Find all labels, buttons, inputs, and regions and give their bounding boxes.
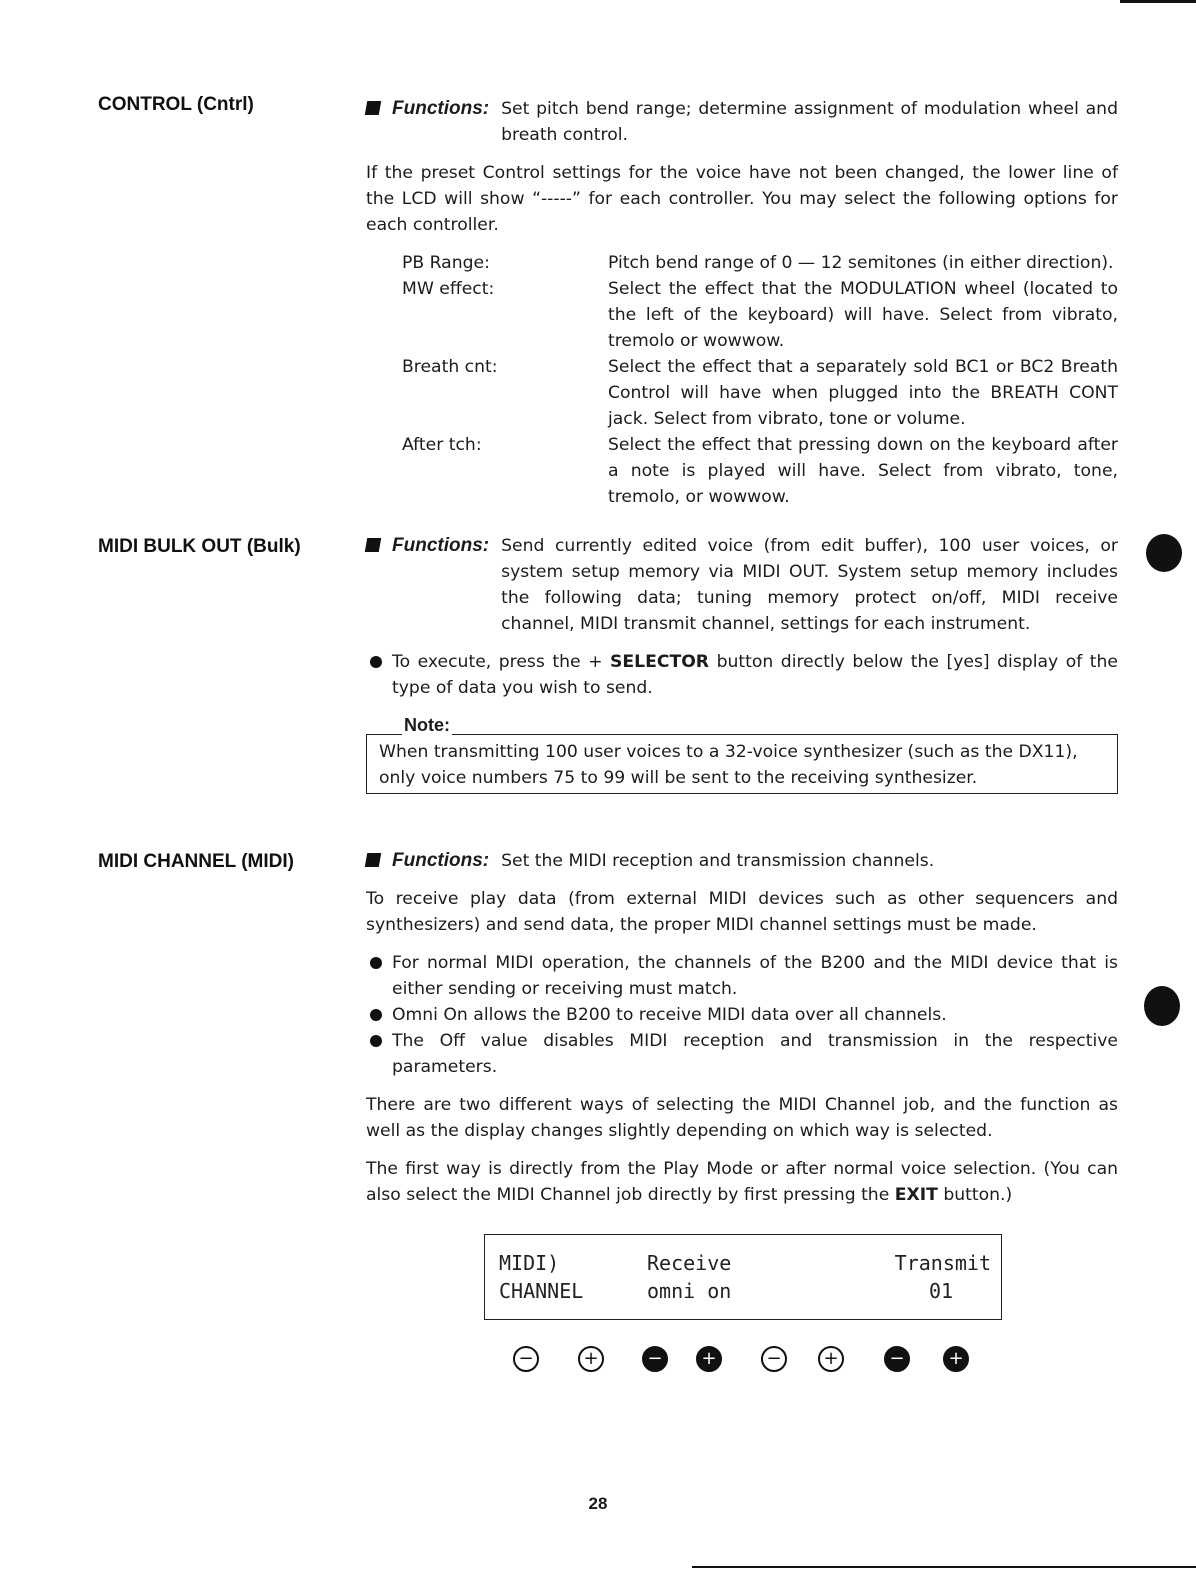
section-heading-control: CONTROL (Cntrl): [98, 94, 254, 115]
list-item: For normal MIDI operation, the channels of the B200 and the MIDI device that is either sending or receiving must match.: [366, 950, 1118, 1002]
functions-row: [366, 533, 1118, 637]
plus-button-3[interactable]: +: [818, 1346, 844, 1372]
option-desc: Select the effect that a separately sold BC1 or BC2 Breath Control will have when plugged into the BREATH CONT jack. Select from vibrato, tone or volume.: [608, 357, 1118, 429]
minus-button-4[interactable]: −: [884, 1346, 910, 1372]
section-midi: [366, 848, 1118, 1208]
midi-intro: To receive play data (from external MIDI devices such as other sequencers and synthesizers) and send data, the proper MIDI channel settings must be made.: [366, 889, 1118, 935]
functions-label: Functions:: [366, 96, 501, 148]
list-item: Omni On allows the B200 to receive MIDI data over all channels.: [366, 1002, 1118, 1028]
square-bullet-icon: [365, 101, 381, 115]
option-label: After tch:: [402, 435, 482, 455]
midi-para3: The first way is directly from the Play Mode or after normal voice selection. (You can also select the MIDI Channel job directly by first pressing the EXIT button.): [366, 1159, 1118, 1205]
minus-button-1[interactable]: −: [513, 1346, 539, 1372]
functions-text: Send currently edited voice (from edit buffer), 100 user voices, or system setup memory via MIDI OUT. System setup memory includes the following data; tuning memory protect on/off, MIDI receive channel, MIDI transmit channel, settings for each instrument.: [501, 536, 1118, 634]
lcd-line1-col2: Receive: [647, 1251, 732, 1275]
functions-row: [366, 848, 1118, 874]
list-item: The Off value disables MIDI reception and transmission in the respective parameters.: [366, 1028, 1118, 1080]
note-text: When transmitting 100 user voices to a 32-voice synthesizer (such as the DX11), only voice numbers 75 to 99 will be sent to the receiving synthesizer.: [366, 735, 1118, 794]
square-bullet-icon: [365, 853, 381, 867]
functions-text: Set the MIDI reception and transmission channels.: [501, 851, 935, 871]
section-bulk: [366, 533, 1118, 794]
control-options-table: [402, 250, 1118, 510]
functions-label: Functions:: [366, 848, 501, 874]
lcd-line2-col1: CHANNEL: [499, 1279, 584, 1303]
bullet-icon: [370, 957, 382, 969]
binder-hole-mark: [1146, 534, 1182, 572]
plus-button-2[interactable]: +: [696, 1346, 722, 1372]
scan-edge-mark: [1120, 0, 1196, 3]
functions-label: Functions:: [366, 533, 501, 637]
plus-button-1[interactable]: +: [578, 1346, 604, 1372]
square-bullet-icon: [365, 538, 381, 552]
lcd-line1-col3: Transmit: [894, 1251, 991, 1275]
lcd-display: [484, 1234, 1002, 1320]
control-intro: If the preset Control settings for the voice have not been changed, the lower line of the LCD will show “-----” for each controller. You may select the following options for each controller.: [366, 163, 1118, 235]
minus-button-3[interactable]: −: [761, 1346, 787, 1372]
functions-text: Set pitch bend range; determine assignment of modulation wheel and breath control.: [501, 99, 1118, 145]
list-item: To execute, press the + SELECTOR button directly below the [yes] display of the type of data you wish to send.: [366, 649, 1118, 701]
bullet-icon: [370, 1035, 382, 1047]
scan-bottom-line: [692, 1566, 1196, 1568]
section-heading-bulk: MIDI BULK OUT (Bulk): [98, 536, 301, 557]
option-desc: Pitch bend range of 0 — 12 semitones (in either direction).: [608, 253, 1114, 273]
option-desc: Select the effect that the MODULATION wheel (located to the left of the keyboard) will have. Select from vibrato, tremolo or wowwow.: [608, 279, 1118, 351]
note-box: [366, 715, 1118, 794]
option-label: Breath cnt:: [402, 357, 498, 377]
functions-row: [366, 96, 1118, 148]
option-label: MW effect:: [402, 279, 495, 299]
selector-buttons: [0, 1346, 1196, 1376]
bullet-icon: [370, 656, 382, 668]
plus-button-4[interactable]: +: [943, 1346, 969, 1372]
page-number: 28: [588, 1494, 608, 1513]
selector-button-ref: SELECTOR: [610, 652, 710, 672]
lcd-line2-col3: 01: [929, 1279, 954, 1303]
exit-button-ref: EXIT: [894, 1185, 938, 1205]
lcd-line1-col1: MIDI): [499, 1251, 560, 1275]
midi-para2: There are two different ways of selecting the MIDI Channel job, and the function as well as the display changes slightly depending on which way is selected.: [366, 1095, 1118, 1141]
option-label: PB Range:: [402, 253, 490, 273]
binder-hole-mark: [1144, 986, 1180, 1026]
section-heading-midi: MIDI CHANNEL (MIDI): [98, 851, 294, 872]
section-control: [366, 96, 1118, 510]
note-title: Note:: [404, 715, 450, 735]
bullet-icon: [370, 1009, 382, 1021]
minus-button-2[interactable]: −: [642, 1346, 668, 1372]
lcd-line2-col2: omni on: [647, 1279, 732, 1303]
option-desc: Select the effect that pressing down on the keyboard after a note is played will have. Select from vibrato, tone, tremolo, or wowwow.: [608, 435, 1118, 507]
